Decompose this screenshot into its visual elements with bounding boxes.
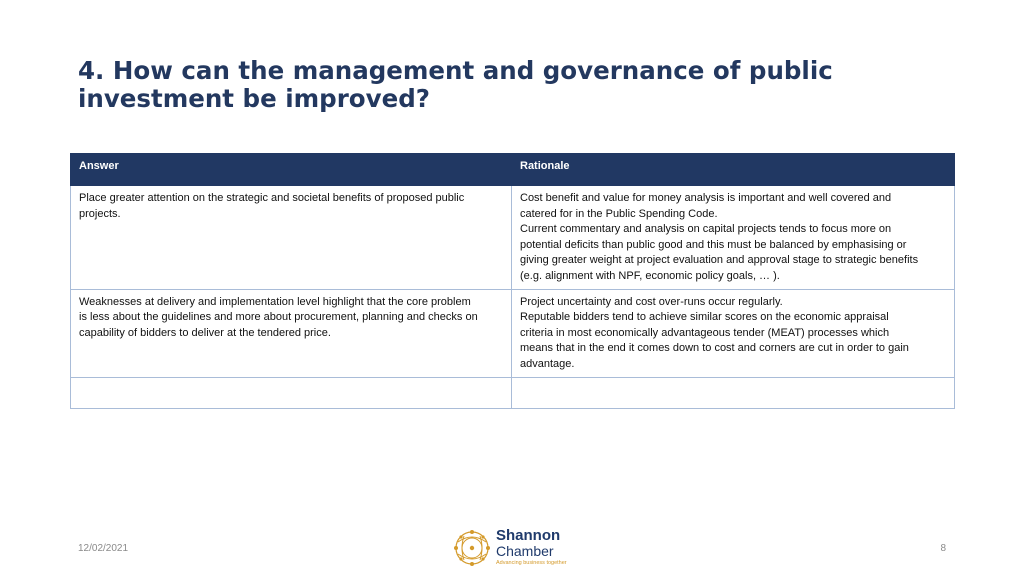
rationale-cell: Project uncertainty and cost over-runs occur regularly. Reputable bidders tend to achieve similar scores on the economic appraisal criteria in most economically advantageous tender (MEAT) processes which means that in the end it comes down to cost and corners are cut in order to gain advantage. [512,289,955,377]
column-header-answer: Answer [71,154,512,186]
answers-table [70,153,955,409]
footer-date: 12/02/2021 [78,543,129,554]
table-row [71,377,955,408]
rationale-cell: Cost benefit and value for money analysis is important and well covered and catered for in the Public Spending Code. Current commentary and analysis on capital projects tends to focus more on potential deficits than public good and this must be balanced by emphasising or giving greater weight at project evaluation and approval stage to strategic benefits (e.g. alignment with NPF, economic policy goals, … ). [512,186,955,290]
logo-tagline: Advancing business together [496,560,567,566]
answer-cell: Place greater attention on the strategic and societal benefits of proposed public projects. [71,186,512,290]
table-header-row [71,154,955,186]
logo-name-line2: Chamber [496,543,554,559]
shannon-chamber-logo [452,528,582,570]
table-row [71,186,955,290]
logo-name-line1: Shannon [496,527,561,544]
page-number: 8 [940,543,946,554]
answer-cell [71,377,512,408]
column-header-rationale: Rationale [512,154,955,186]
rationale-cell [512,377,955,408]
shannon-chamber-logo-mark-icon [452,528,492,568]
slide-title: 4. How can the management and governance of public investment be improved? [78,56,833,113]
table-row [71,289,955,377]
answer-cell: Weaknesses at delivery and implementation level highlight that the core problem is less about the guidelines and more about procurement, planning and checks on capability of bidders to deliver at the tendered price. [71,289,512,377]
